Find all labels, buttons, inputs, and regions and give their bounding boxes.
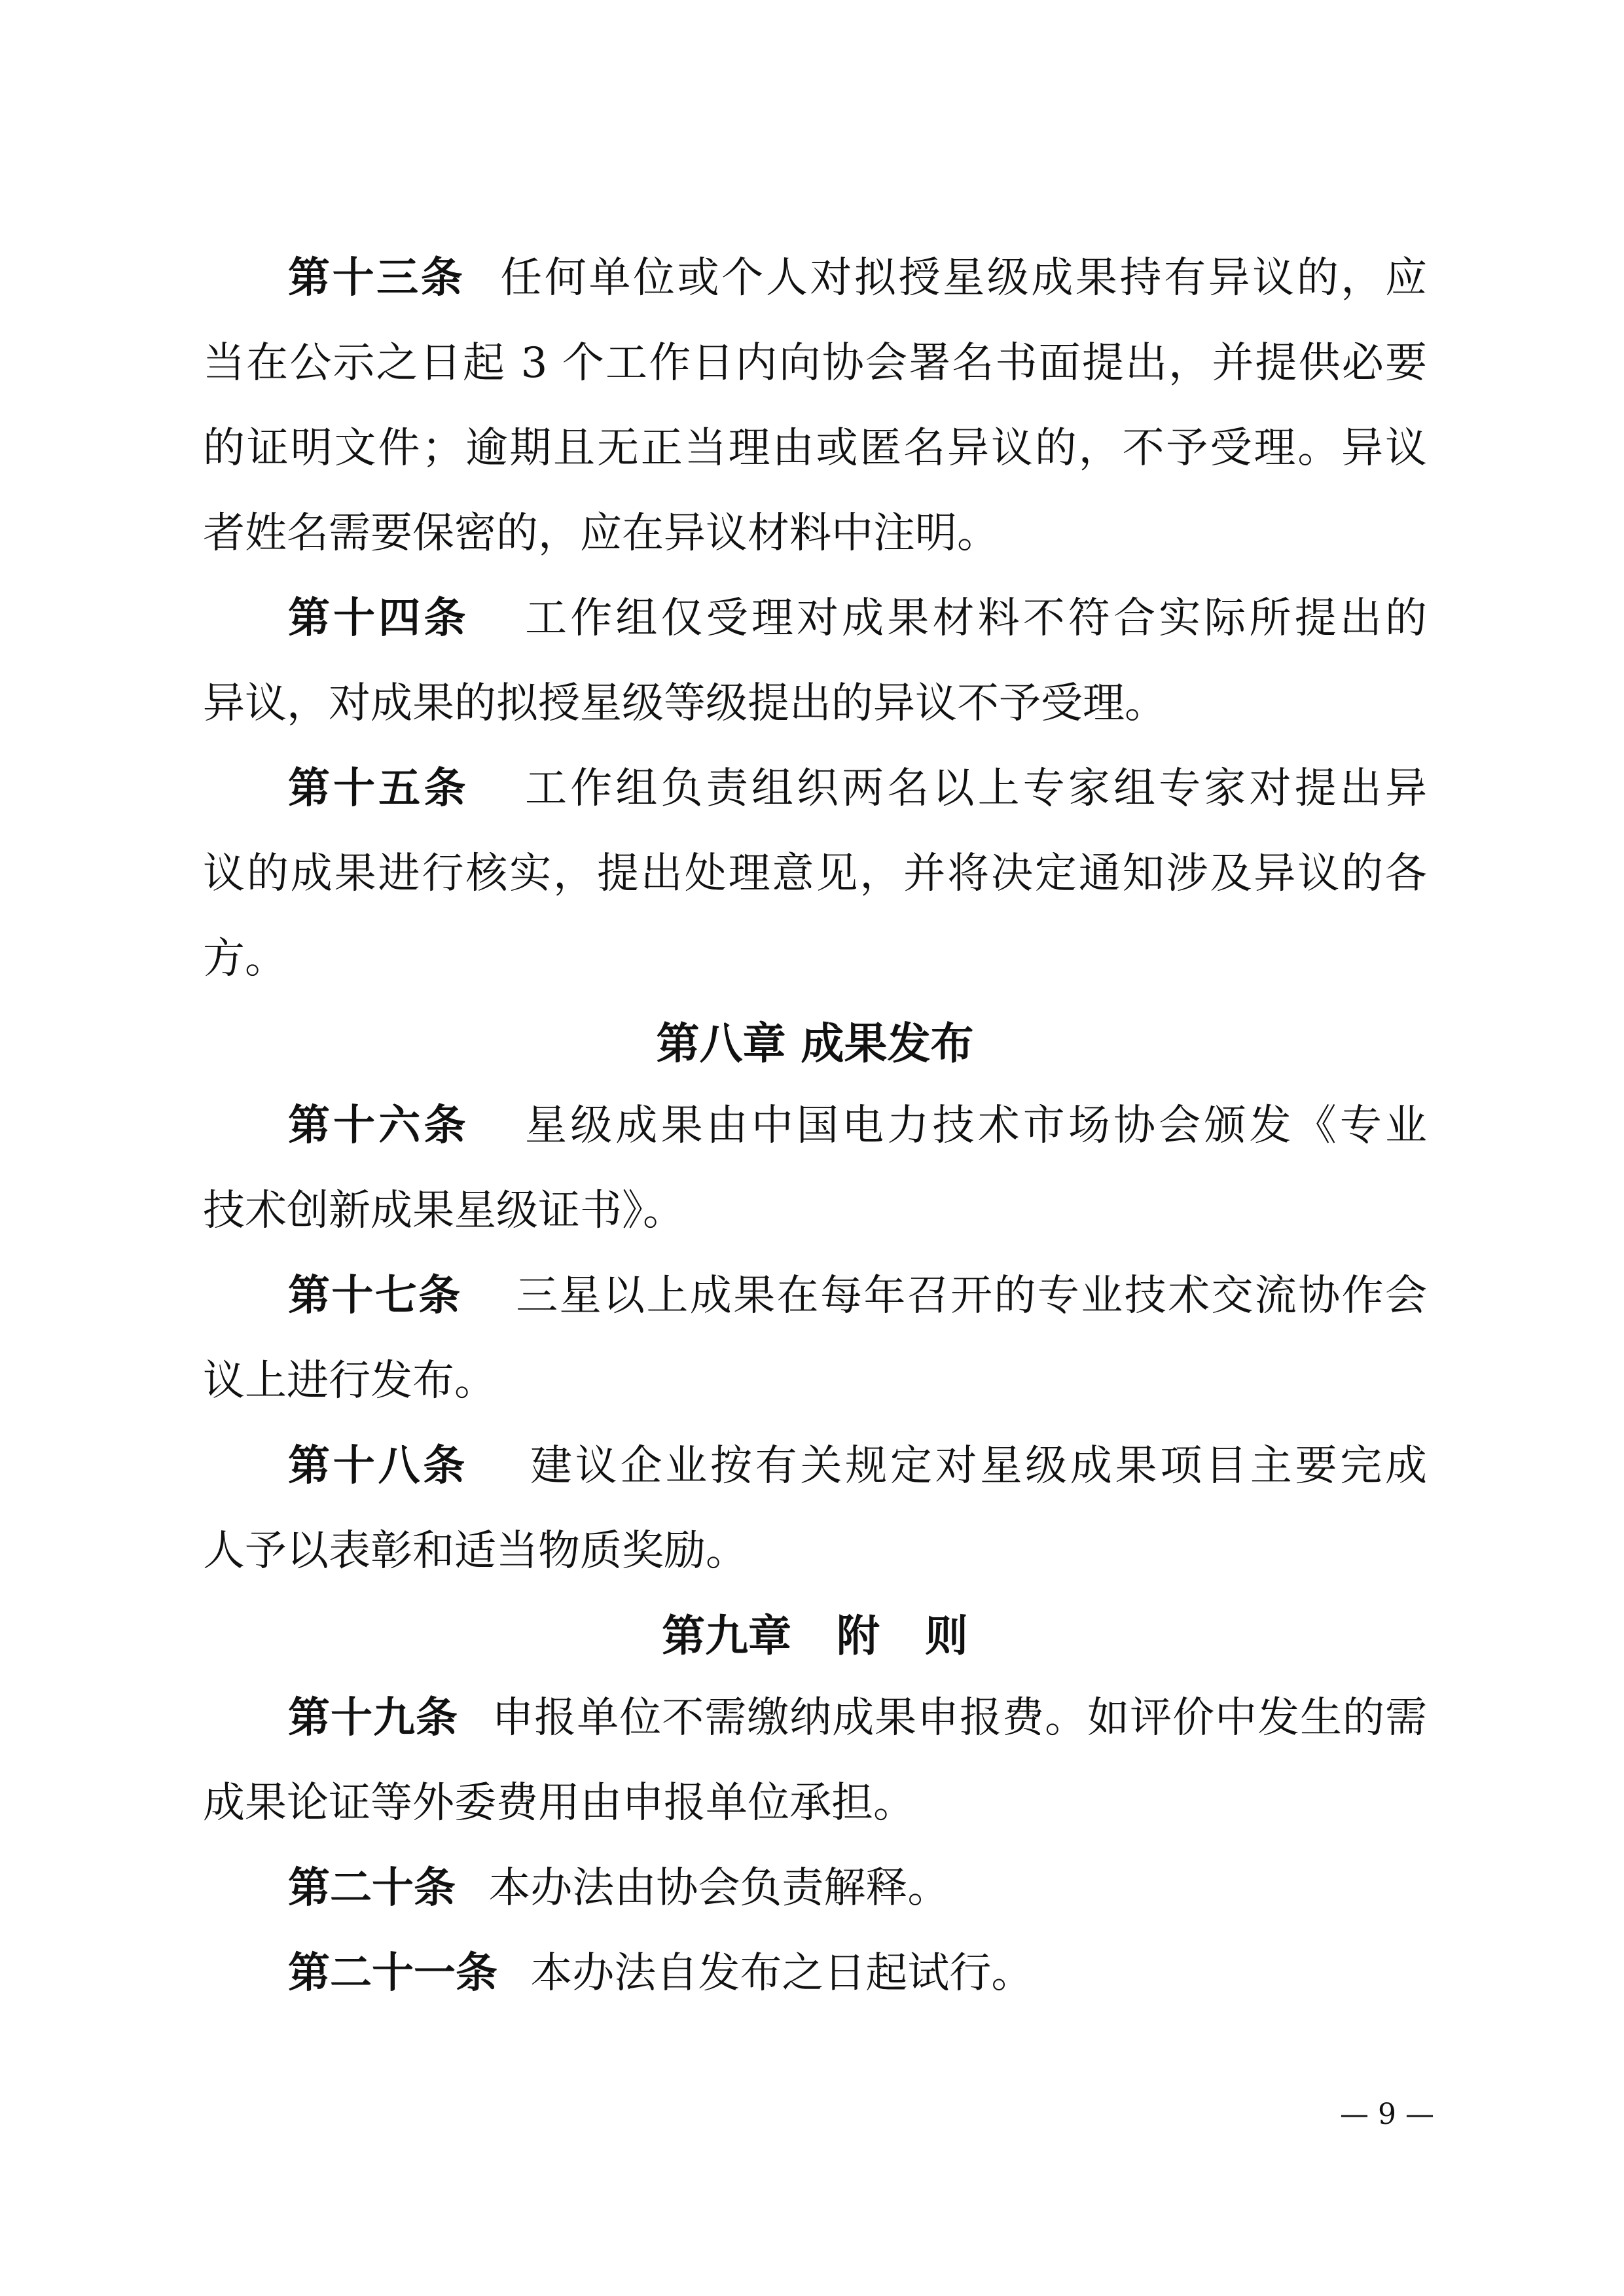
article-18-number: 第十八条 <box>288 1442 468 1490</box>
page-number: — 9 — <box>1340 2098 1434 2131</box>
article-20-number: 第二十条 <box>288 1864 456 1912</box>
article-19-line-2: 成果论证等外委费用由申报单位承担。 <box>203 1779 915 1827</box>
article-14-text: 工作组仅受理对成果材料不符合实际所提出的 <box>525 594 1428 643</box>
article-19-text: 申报单位不需缴纳成果申报费。如评价中发生的需 <box>492 1694 1428 1742</box>
article-18-line-1 <box>288 1430 1427 1502</box>
article-16-text: 星级成果由中国电力技术市场协会颁发《专业 <box>525 1102 1428 1150</box>
article-13-text: 任何单位或个人对拟授星级成果持有异议的，应 <box>500 254 1428 302</box>
article-19-number: 第十九条 <box>288 1694 458 1742</box>
article-18-line-2: 人予以表彰和适当物质奖励。 <box>203 1527 748 1575</box>
article-21-line-1 <box>288 1937 1427 2009</box>
article-13-line-3: 的证明文件；逾期且无正当理由或匿名异议的，不予受理。异议 <box>203 424 1427 473</box>
article-13-line-2: 当在公示之日起 3 个工作日内向协会署名书面提出，并提供必要 <box>203 339 1427 387</box>
article-20-line-1 <box>288 1852 1427 1924</box>
article-17-text: 三星以上成果在每年召开的专业技术交流协作会 <box>516 1272 1428 1320</box>
article-13-number: 第十三条 <box>288 254 465 302</box>
article-20-text: 本办法由协会负责解释。 <box>488 1864 950 1912</box>
article-17-line-2: 议上进行发布。 <box>203 1357 496 1405</box>
article-15-text: 工作组负责组织两名以上专家组专家对提出异 <box>525 764 1428 813</box>
article-21-text: 本办法自发布之日起试行。 <box>530 1949 1034 1998</box>
article-16-number: 第十六条 <box>288 1102 469 1150</box>
article-16-line-1 <box>288 1090 1427 1162</box>
article-13-line-1 <box>288 242 1427 314</box>
article-14-line-1 <box>288 583 1427 655</box>
chapter-8-heading: 第八章 成果发布 <box>656 1018 974 1069</box>
article-17-number: 第十七条 <box>288 1272 462 1320</box>
article-15-number: 第十五条 <box>288 764 469 813</box>
article-19-line-1 <box>288 1682 1427 1754</box>
article-15-line-1 <box>288 753 1427 825</box>
article-16-line-2: 技术创新成果星级证书》。 <box>203 1187 685 1235</box>
article-13-line-4: 者姓名需要保密的，应在异议材料中注明。 <box>203 509 999 558</box>
article-18-text: 建议企业按有关规定对星级成果项目主要完成 <box>530 1442 1428 1490</box>
chapter-9-heading: 第九章 附 则 <box>662 1611 968 1661</box>
article-14-line-2: 异议，对成果的拟授星级等级提出的异议不予受理。 <box>203 679 1166 728</box>
article-14-number: 第十四条 <box>288 594 469 643</box>
article-15-line-3: 方。 <box>203 935 287 983</box>
article-15-line-2: 议的成果进行核实，提出处理意见，并将决定通知涉及异议的各 <box>203 850 1427 898</box>
article-21-number: 第二十一条 <box>288 1949 497 1998</box>
article-17-line-1 <box>288 1260 1427 1332</box>
